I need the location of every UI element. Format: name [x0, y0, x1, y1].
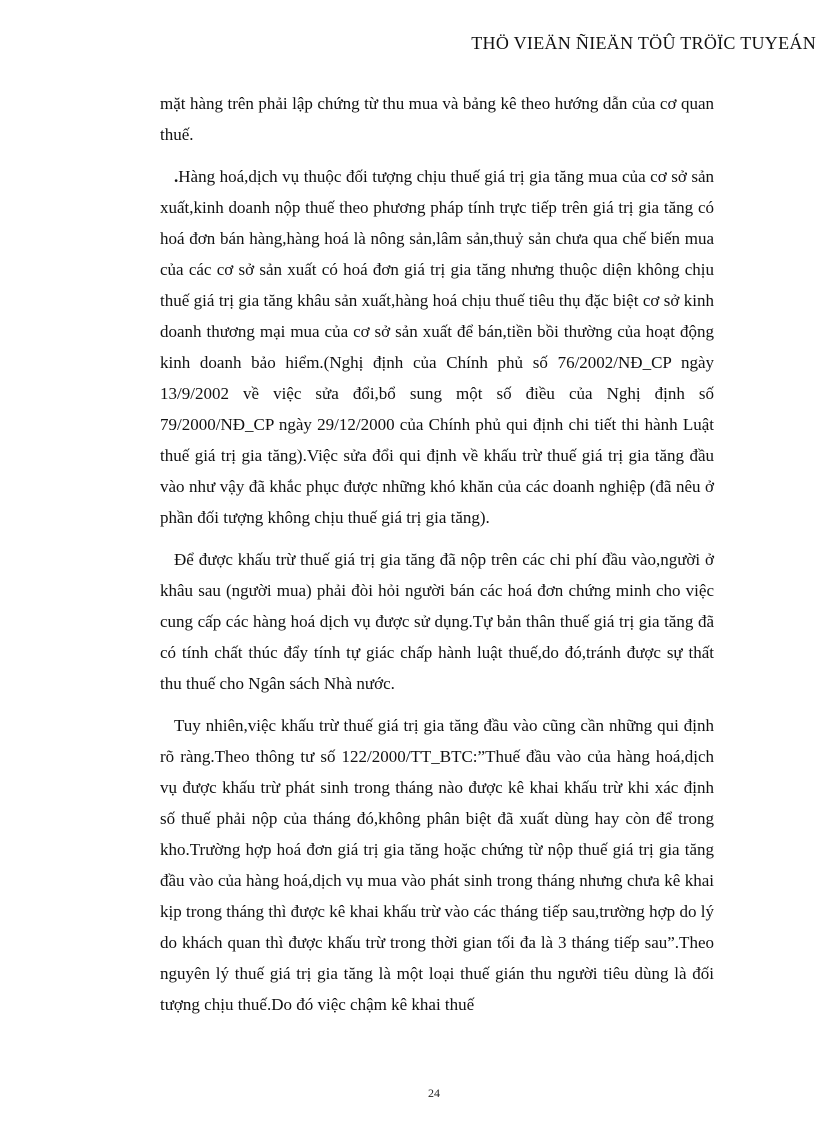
paragraph-bullet [160, 161, 714, 533]
bullet-marker: . [174, 167, 179, 186]
document-body [160, 88, 714, 1031]
paragraph: Để được khấu trừ thuế giá trị gia tăng đã nộp trên các chi phí đầu vào,người ở khâu sau (người mua) phải đòi hỏi người bán các hoá đơn chứng minh cho việc cung cấp các hàng hoá dịch vụ được sử dụng.Tự bản thân thuế giá trị gia tăng đã có tính chất thúc đẩy tính tự giác chấp hành luật thuế,do đó,tránh được sự thất thu thuế cho Ngân sách Nhà nước. [160, 550, 714, 693]
paragraph-text: Hàng hoá,dịch vụ thuộc đối tượng chịu thuế giá trị gia tăng mua của cơ sở sản xuất,kinh doanh nộp thuế theo phương pháp tính trực tiếp trên giá trị gia tăng có hoá đơn bán hàng,hàng hoá là nông sản,lâm sản,thuỷ sản chưa qua chế biến mua của các cơ sở sản xuất có hoá đơn giá trị gia tăng nhưng thuộc diện không chịu thuế giá trị gia tăng khâu sản xuất,hàng hoá chịu thuế tiêu thụ đặc biệt cơ sở kinh doanh thương mại mua của cơ sở sản xuất để bán,tiền bồi thường của hoạt động kinh doanh bảo hiểm.(Nghị định của Chính phủ số 76/2002/NĐ_CP ngày 13/9/2002 về việc sửa đổi,bổ sung một số điều của Nghị định số 79/2000/NĐ_CP ngày 29/12/2000 của Chính phủ qui định chi tiết thi hành Luật thuế giá trị gia tăng).Việc sửa đổi qui định về khấu trừ thuế giá trị gia tăng đầu vào như vậy đã khắc phục được những khó khăn của các doanh nghiệp (đã nêu ở phần đối tượng không chịu thuế giá trị gia tăng). [160, 167, 714, 527]
paragraph: Tuy nhiên,việc khấu trừ thuế giá trị gia tăng đầu vào cũng cần những qui định rõ ràng.Theo thông tư số 122/2000/TT_BTC:”Thuế đầu vào của hàng hoá,dịch vụ được khấu trừ phát sinh trong tháng nào được kê khai khấu trừ khi xác định số thuế phải nộp của tháng đó,không phân biệt đã xuất dùng hay còn để trong kho.Trường hợp hoá đơn giá trị gia tăng hoặc chứng từ nộp thuế giá trị gia tăng đầu vào của hàng hoá,dịch vụ mua vào phát sinh trong tháng nhưng chưa kê khai kịp trong tháng thì được kê khai khấu trừ vào các tháng tiếp sau,trường hợp do lý do khách quan thì được khấu trừ trong thời gian tối đa là 3 tháng tiếp sau”.Theo nguyên lý thuế giá trị gia tăng là một loại thuế gián thu người tiêu dùng là đối tượng chịu thuế.Do đó việc chậm kê khai thuế [160, 716, 714, 1014]
page-number: 24 [428, 1086, 440, 1100]
paragraph-continuation: mặt hàng trên phải lập chứng từ thu mua và bảng kê theo hướng dẫn của cơ quan thuế. [160, 94, 714, 144]
page-header: THÖ VIEÄN ÑIEÄN TÖÛ TRÖÏC TUYEÁN [471, 33, 816, 53]
